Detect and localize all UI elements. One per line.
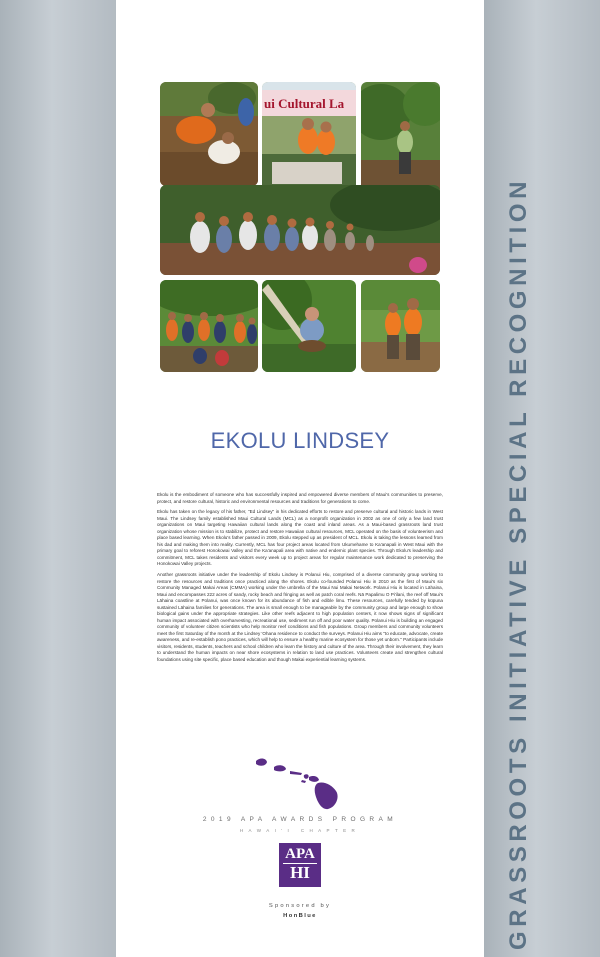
honoree-name: EKOLU LINDSEY bbox=[210, 428, 390, 453]
chapter-name: HAWAI'I CHAPTER bbox=[239, 828, 361, 833]
citation-text bbox=[157, 492, 443, 668]
photo-group-portrait bbox=[160, 280, 258, 372]
program-title: 2019 APA AWARDS PROGRAM bbox=[202, 816, 398, 823]
photo-elder-kneeling bbox=[262, 280, 356, 372]
citation-paragraph: Another grassroots initiative under the leadership of Ekolu Lindsey is Polanui Hiu, comprised of a diverse community group working to restore the resources and traditions once practiced along the shores. Ekolu co-founded Polanui Hiu in 2010 as the first of Maui's six Community Managed Makai Areas (CMMA) working under the umbrella of the Maui Nui Makai Network. Polanui Hiu is located in Lāhaina, Maui and encompasses 222 acres of sandy, rocky beach and fringing as well as patch coral reefs. Nā Papalimu O Pi'ilani, the reef off Maui's Lāhaina coastline at Polanui, was once known for its abundance of fish and edible limu. These resources, carefully tended by kūpuna sustained Lāhaina families for generations. The area is small enough to be manageable by the community group and large enough to show biological gains under the appropriate strategies. Like other reefs adjacent to high population centers, it now shows signs of significant human impact associated with overharvesting, recreational use, sediment run off and poor water quality. Polanui Hiu is building an engaged community of volunteer citizen scientists who help monitor reef conditions and fish populations. Group members and community volunteers meet the first Saturday of the month at the Lindsey 'Ohana residence to conduct the surveys. Polanui Hiu aims "to educate, advocate, create awareness, and re-establish pono practices, which will help to ensure a healthy marine ecosystem for those yet unborn." Participants include visitors, residents, students, teachers and school children who learn the history and culture of the area. Through their involvement, they learn to understand the human impacts on near shore ecosystems in relation to land use practices. Volunteers create and strengthen cultural foundations using site specific, place based education and though Makai experiential learning systems. bbox=[157, 572, 443, 662]
logo-bottom-text: HI bbox=[290, 863, 310, 882]
left-side-panel bbox=[0, 0, 116, 957]
logo-top-text: APA bbox=[285, 846, 315, 862]
sponsored-by-label: Sponsored by bbox=[268, 903, 332, 909]
citation-paragraph: Ekolu has taken on the legacy of his father, "Ed Lindsey" in his dedicated efforts to restore and preserve cultural and historic lands in West Maui. The Lindsey family established Maui Cultural Lands (MCL) as a nonprofit organization in 2002 as one of only a few land trust organizations on Maui targeting Hawaiian cultural lands along the coast and inland areas. As a Maui-based grassroots land trust organization whose mission is to stabilize, protect and restore Hawaiian cultural resources, MCL operated on the basis of volunteerism and place based learning. When Ekolu's father passed in 2009, Ekolu stepped up as president of MCL. Ekolu is taking the lessons learned from his dad and making them into reality. Currently, MCL has four project areas located from Ukumehame to Ka'anapali in West Maui with the primary goal to reforest Honokowai Valley and the Ka'anapali area with native and endemic plant species. Through Ekolu's leadership and commitment, MCL takes residents and visitors every week up to project areas for regular maintenance work dedicated to preserving the Honokowai Valley projects. bbox=[157, 509, 443, 567]
photo-volunteer bbox=[361, 82, 440, 194]
citation-paragraph: Ekolu is the embodiment of someone who has successfully inspired and empowered diverse members of Maui's communities to preserve, protect, and restore cultural, historic and environmental resources and traditions for generations to come. bbox=[157, 492, 443, 504]
apa-hawaii-logo bbox=[279, 843, 321, 887]
side-title: GRASSROOTS INITIATIVE SPECIAL RECOGNITION bbox=[505, 176, 532, 950]
photo-group-line bbox=[160, 185, 440, 275]
right-side-panel bbox=[484, 0, 600, 957]
photo-planting bbox=[160, 82, 258, 186]
sponsor-name: HonBlue bbox=[283, 913, 317, 919]
banner-text: ui Cultural La bbox=[264, 96, 345, 111]
hawaii-islands-map-icon bbox=[252, 755, 344, 811]
photo-booth bbox=[262, 82, 356, 194]
photo-two-volunteers bbox=[361, 280, 440, 372]
